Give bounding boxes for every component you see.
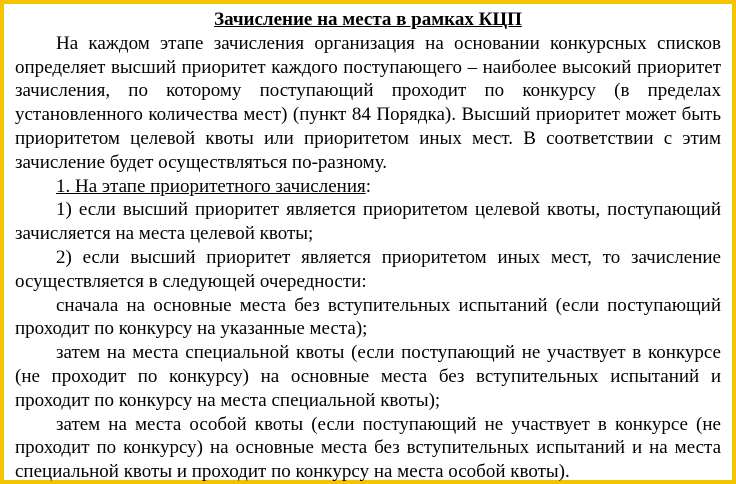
list-item-main-places: сначала на основные места без вступительных испытаний (если поступающий проходит по конкурсу на указанные места); — [15, 294, 721, 340]
list-item-special-quota: затем на места специальной квоты (если поступающий не участвует в конкурсе (не проходит по конкурсу) на основные места без вступительных испытаний и проходит по конкурсу на места специальной квоты); — [15, 342, 721, 411]
stage-heading-colon: : — [365, 175, 372, 197]
list-item-other-places: 2) если высший приоритет является приоритетом иных мест, то зачисление осуществляется в следующей очередности: — [15, 246, 721, 292]
stage-heading: 1. На этапе приоритетного зачисления — [56, 175, 366, 197]
list-item-separate-quota: затем на места особой квоты (если поступающий не участвует в конкурсе (не проходит по конкурсу) на основные места без вступительных испытаний и на места специальной квоты и проходит по конкурсу на места особой квоты). — [15, 413, 721, 483]
list-item-target-quota: 1) если высший приоритет является приоритетом целевой квоты, поступающий зачисляется на места целевой квоты; — [15, 199, 721, 245]
stage-heading-line — [15, 175, 721, 199]
intro-paragraph: На каждом этапе зачисления организация на основании конкурсных списков определяет высший приоритет каждого поступающего – наиболее высокий приоритет зачисления, по которому поступающий проходит по конкурсу (в пределах установленного количества мест) (пункт 84 Порядка). Высший приоритет может быть приоритетом целевой квоты или приоритетом иных мест. В соответствии с этим зачисление будет осуществляться по-разному. — [15, 32, 721, 173]
document-title: Зачисление на места в рамках КЦП — [214, 9, 522, 30]
